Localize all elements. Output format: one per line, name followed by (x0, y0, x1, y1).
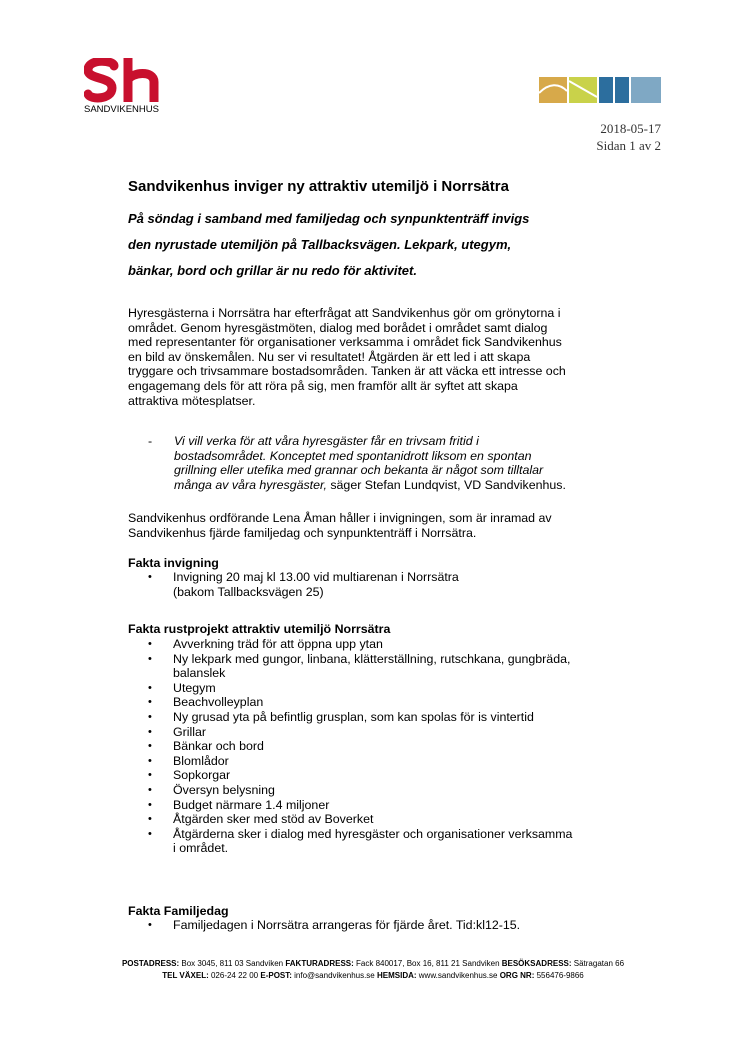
footer-label: FAKTURADRESS: (285, 959, 354, 968)
bullet-icon: • (148, 769, 152, 782)
lead-line: den nyrustade utemiljön på Tallbacksvägen. Lekpark, utegym, (128, 237, 512, 252)
decorative-logo (539, 77, 661, 103)
quote-last-line (174, 478, 644, 493)
paragraph-line: med representanter för organisationer verksamma i området fick Sandvikenhus (128, 335, 562, 350)
footer-value: Fack 840017, Box 16, 811 21 Sandviken (353, 959, 502, 968)
footer-value: Box 3045, 811 03 Sandviken (179, 959, 286, 968)
fact-list (128, 918, 628, 933)
paragraph-line: tryggare och trivsammare bostadsområden. Tanken är att väcka ett intresse och (128, 364, 566, 379)
bullet-icon: • (148, 710, 152, 723)
bullet-icon: • (148, 571, 152, 583)
quote-line: många av våra hyresgäster, (174, 477, 327, 492)
quote-line: Vi vill verka för att våra hyresgäster får en trivsam fritid i (174, 434, 479, 448)
fact-item: • Utegym (148, 680, 216, 695)
quote-line: grillning eller utefika med grannar och bekanta är något som tilltalar (174, 463, 544, 478)
footer-line (0, 970, 746, 982)
fact-item: • Avverkning träd för att öppna upp ytan (148, 637, 383, 651)
footer-label: TEL VÄXEL: (162, 971, 209, 980)
paragraph-line: engagemang dels för att röra på sig, men framför allt är syftet att skapa (128, 378, 518, 393)
quote-line: bostadsområdet. Konceptet med spontanidrott liksom en spontan (174, 448, 532, 463)
footer-label: E-POST: (260, 971, 292, 980)
body-paragraph (128, 511, 628, 540)
footer-label: BESÖKSADRESS: (501, 959, 572, 968)
fact-item: • Åtgärderna sker i dialog med hyresgäster och organisationer verksamma i området. (148, 826, 573, 856)
sh-logo-mark-icon (84, 58, 174, 104)
brand-name: SANDVIKENHUS (84, 104, 159, 115)
page-number: Sidan 1 av 2 (596, 138, 661, 153)
paragraph-line: Sandvikenhus fjärde familjedag och synpunktenträff i Norrsätra. (128, 525, 477, 540)
footer-value: 556476-9866 (534, 971, 584, 980)
footer-label: HEMSIDA: (376, 971, 417, 980)
footer-label: POSTADRESS: (121, 959, 180, 968)
bullet-icon: • (148, 638, 152, 650)
footer-label: ORG NR: (499, 971, 535, 980)
bullet-icon: • (148, 725, 152, 738)
fact-item: • Åtgärden sker med stöd av Boverket (148, 812, 374, 827)
lead-line: På söndag i samband med familjedag och synpunktenträff invigs (128, 211, 530, 226)
bullet-icon: • (148, 783, 152, 796)
fact-item: • Beachvolleyplan (148, 695, 264, 710)
paragraph-line: Sandvikenhus ordförande Lena Åman håller i invigningen, som är inramad av (128, 511, 552, 525)
document-date: 2018-05-17 (600, 121, 661, 136)
paragraph-line: attraktiva mötesplatser. (128, 393, 256, 408)
bullet-icon: • (148, 827, 152, 840)
fact-item: • Bänkar och bord (148, 739, 264, 754)
footer-line (0, 958, 746, 970)
paragraph-line: en bild av önskemålen. Nu ser vi resultatet! Åtgärden är ett led i att skapa (128, 349, 531, 364)
paragraph-line: Hyresgästerna i Norrsätra har efterfrågat att Sandvikenhus gör om grönytorna i (128, 306, 561, 320)
bullet-icon: • (148, 681, 152, 694)
quote-attribution: säger Stefan Lundqvist, VD Sandvikenhus. (326, 477, 566, 492)
bullet-icon: • (148, 740, 152, 753)
paragraph-line: området. Genom hyresgästmöten, dialog med borådet i området samt dialog (128, 320, 548, 335)
fact-heading: Fakta rustprojekt attraktiv utemiljö Norrsätra (128, 622, 391, 636)
footer-value: Sätragatan 66 (571, 959, 625, 968)
fact-heading: Fakta invigning (128, 556, 219, 570)
fact-item: • Sopkorgar (148, 768, 231, 783)
fact-item: • Ny lekpark med gungor, linbana, klätterställning, rutschkana, gungbräda, balanslek (148, 651, 571, 681)
headline: Sandvikenhus inviger ny attraktiv utemiljö i Norrsätra (128, 178, 509, 195)
fact-heading: Fakta Familjedag (128, 904, 229, 918)
footer-value: www.sandvikenhus.se (416, 971, 500, 980)
bullet-icon: • (148, 696, 152, 709)
bullet-icon: • (148, 754, 152, 767)
lead-line: bänkar, bord och grillar är nu redo för aktivitet. (128, 263, 417, 278)
bullet-icon: • (148, 798, 152, 811)
body-paragraph (128, 306, 628, 408)
sandvikenhus-logo (84, 58, 174, 118)
fact-item: • Grillar (148, 724, 207, 739)
bullet-icon: • (148, 652, 152, 665)
fact-item: • Ny grusad yta på befintlig grusplan, som kan spolas för is vintertid (148, 709, 534, 724)
color-blocks-icon (539, 77, 661, 103)
bullet-icon: • (148, 813, 152, 826)
fact-item: • Familjedagen i Norrsätra arrangeras för fjärde året. Tid:kl12-15. (148, 918, 521, 932)
quote-dash: - (148, 434, 153, 448)
footer-value: info@sandvikenhus.se (291, 971, 377, 980)
footer-contact (0, 958, 746, 982)
fact-item: • Översyn belysning (148, 782, 275, 797)
bullet-icon: • (148, 919, 152, 931)
fact-item: • Invigning 20 maj kl 13.00 vid multiarenan i Norrsätra (bakom Tallbacksvägen 25) (148, 570, 459, 599)
fact-list (128, 637, 628, 856)
fact-item: • Blomlådor (148, 753, 229, 768)
footer-value: 026-24 22 00 (208, 971, 261, 980)
fact-list (128, 570, 628, 599)
fact-item: • Budget närmare 1.4 miljoner (148, 797, 330, 812)
